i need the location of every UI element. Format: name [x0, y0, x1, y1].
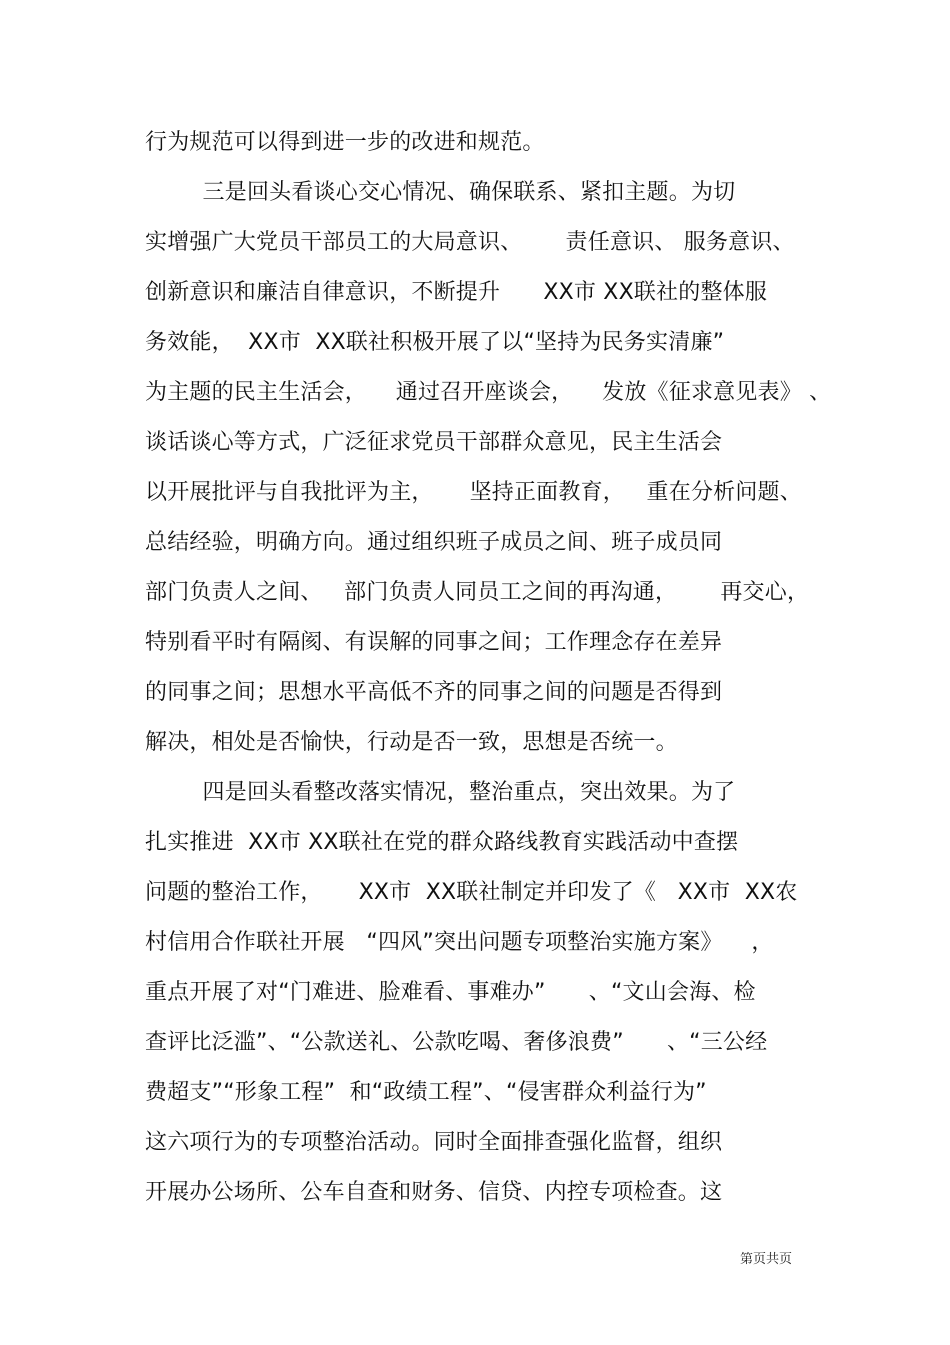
text-line: 总结经验，明确方向。通过组织班子成员之间、班子成员同 [145, 530, 723, 555]
text-line: 创新意识和廉洁自律意识，不断提升 XX市 XX联社的整体服 [145, 280, 768, 305]
text-line: 解决，相处是否愉快，行动是否一致，思想是否统一。 [145, 730, 678, 755]
text-line: 部门负责人之间、 部门负责人同员工之间的再沟通， 再交心， [145, 580, 810, 605]
body-text [145, 118, 845, 1218]
text-line: 四是回头看整改落实情况，整治重点，突出效果。为了 [145, 780, 736, 805]
text-line: 费超支”“形象工程” 和“政绩工程”、“侵害群众利益行为” [145, 1080, 707, 1105]
text-line: 村信用合作联社开展 “四风”突出问题专项整治实施方案》 ， [145, 930, 774, 955]
text-line: 以开展批评与自我批评为主， 坚持正面教育， 重在分析问题、 [145, 480, 802, 505]
text-line: 的同事之间；思想水平高低不齐的同事之间的问题是否得到 [145, 680, 723, 705]
text-line: 开展办公场所、公车自查和财务、信贷、内控专项检查。这 [145, 1180, 723, 1205]
text-line: 务效能， XX市 XX联社积极开展了以“坚持为民务实清廉” [145, 330, 725, 355]
text-line: 重点开展了对“门难进、脸难看、事难办” 、“文山会海、检 [145, 980, 756, 1005]
text-line: 问题的整治工作， XX市 XX联社制定并印发了《 XX市 XX农 [145, 880, 798, 905]
text-line: 扎实推进 XX市 XX联社在党的群众路线教育实践活动中查摆 [145, 830, 739, 855]
page-footer: 第页共页 [740, 1252, 793, 1267]
text-line: 谈话谈心等方式，广泛征求党员干部群众意见，民主生活会 [145, 430, 723, 455]
text-line: 为主题的民主生活会， 通过召开座谈会， 发放《征求意见表》 、 [145, 380, 832, 405]
text-line: 行为规范可以得到进一步的改进和规范。 [145, 130, 545, 155]
text-line: 三是回头看谈心交心情况、确保联系、紧扣主题。为切 [145, 180, 736, 205]
text-line: 查评比泛滥”、“公款送礼、公款吃喝、奢侈浪费” 、“三公经 [145, 1030, 768, 1055]
text-line: 实增强广大党员干部员工的大局意识、 责任意识、 服务意识、 [145, 230, 795, 255]
text-line: 这六项行为的专项整治活动。同时全面排查强化监督，组织 [145, 1130, 723, 1155]
text-line: 特别看平时有隔阂、有误解的同事之间；工作理念存在差异 [145, 630, 723, 655]
